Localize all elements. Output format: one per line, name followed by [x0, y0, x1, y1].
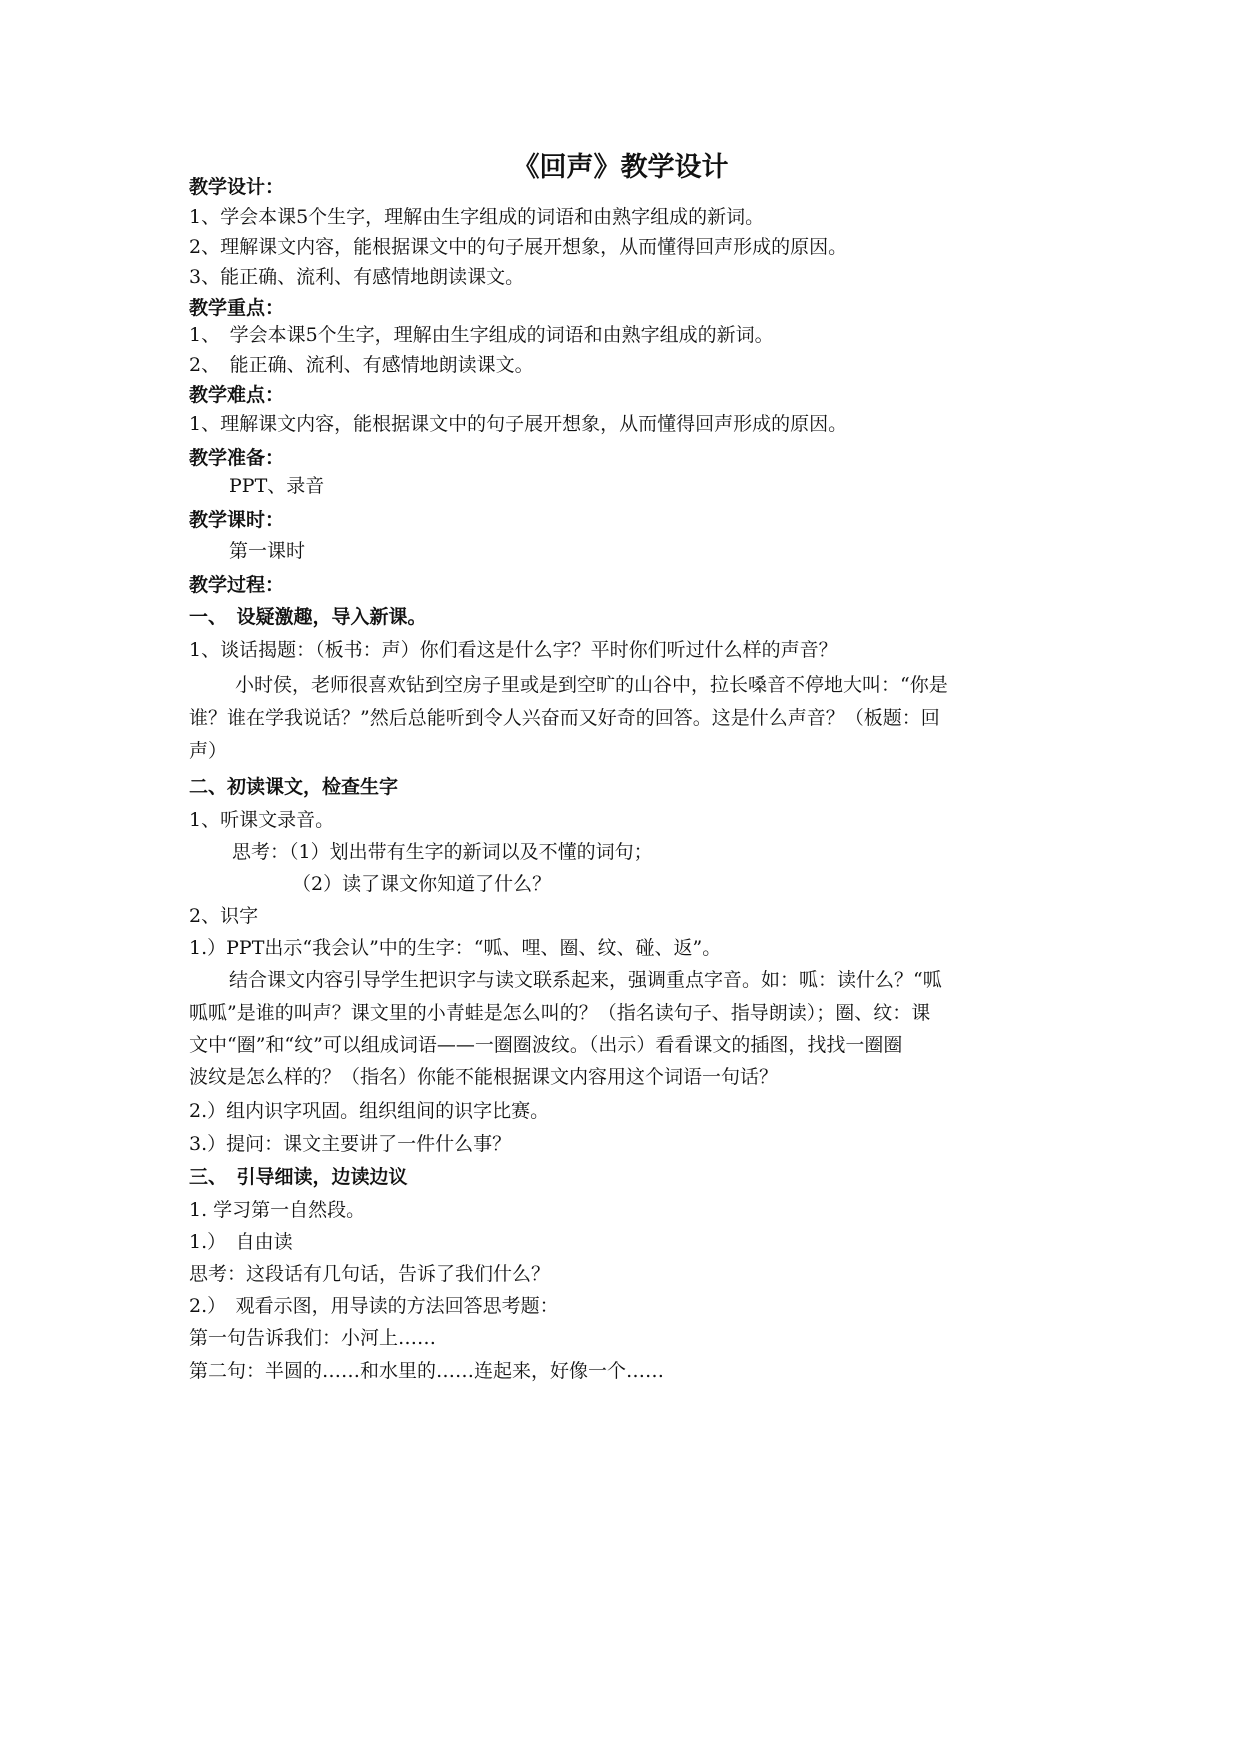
text-line: 1、听课文录音。 — [189, 809, 335, 831]
text-line: 1、谈话揭题：（板书：声）你们看这是什么字？平时你们听过什么样的声音？ — [189, 639, 838, 661]
text-line: 思考：这段话有几句话，告诉了我们什么？ — [189, 1263, 551, 1285]
text-line: 3、能正确、流利、有感情地朗读课文。 — [189, 266, 525, 288]
text-line: 1、 学会本课5个生字，理解由生字组成的词语和由熟字组成的新词。 — [189, 324, 774, 346]
section-heading: 教学设计： — [189, 176, 285, 198]
text-line: 1、理解课文内容，能根据课文中的句子展开想象，从而懂得回声形成的原因。 — [189, 413, 848, 435]
text-line: 结合课文内容引导学生把识字与读文联系起来，强调重点字音。如：呱：读什么？“呱 — [229, 969, 942, 991]
text-line: 第一课时 — [229, 540, 306, 562]
section-heading: 教学重点： — [189, 297, 285, 319]
section-heading: 教学准备： — [189, 447, 285, 469]
section-heading: 三、 引导细读，边读边议 — [189, 1166, 408, 1188]
text-line: 1.）PPT出示“我会认”中的生字：“呱、哩、圈、纹、碰、返”。 — [189, 937, 722, 959]
section-heading: 教学难点： — [189, 384, 285, 406]
text-line: （2）读了课文你知道了什么？ — [292, 873, 552, 895]
text-line: 谁？谁在学我说话？”然后总能听到令人兴奋而又好奇的回答。这是什么声音？（板题：回 — [189, 707, 940, 729]
text-line: 思考：（1）划出带有生字的新词以及不懂的词句； — [232, 841, 653, 863]
text-line: 第一句告诉我们：小河上…… — [189, 1327, 437, 1349]
text-line: 3.）提问：课文主要讲了一件什么事？ — [189, 1133, 512, 1155]
text-line: 文中“圈”和“纹”可以组成词语——一圈圈波纹。（出示）看看课文的插图，找找一圈圈 — [189, 1034, 903, 1056]
text-line: 波纹是怎么样的？（指名）你能不能根据课文内容用这个词语一句话？ — [189, 1066, 779, 1088]
text-line: 1.） 自由读 — [189, 1231, 293, 1253]
text-line: 2、识字 — [189, 905, 259, 927]
section-heading: 教学过程： — [189, 574, 285, 596]
text-line: PPT、录音 — [229, 475, 325, 497]
text-line: 2.）组内识字巩固。组织组间的识字比赛。 — [189, 1100, 550, 1122]
text-line: 声） — [189, 740, 228, 762]
section-heading: 二、初读课文，检查生字 — [189, 776, 399, 798]
document-title: 《回声》教学设计 — [512, 152, 729, 183]
text-line: 第二句：半圆的……和水里的……连起来，好像一个…… — [189, 1360, 665, 1382]
text-line: 小时侯，老师很喜欢钻到空房子里或是到空旷的山谷中，拉长嗓音不停地大叫：“你是 — [235, 674, 948, 696]
text-line: 2、理解课文内容，能根据课文中的句子展开想象，从而懂得回声形成的原因。 — [189, 236, 848, 258]
section-heading: 一、 设疑激趣，导入新课。 — [189, 606, 427, 628]
text-line: 1. 学习第一自然段。 — [189, 1199, 366, 1221]
text-line: 2、 能正确、流利、有感情地朗读课文。 — [189, 354, 534, 376]
text-line: 1、学会本课5个生字，理解由生字组成的词语和由熟字组成的新词。 — [189, 206, 765, 228]
text-line: 2.） 观看示图，用导读的方法回答思考题： — [189, 1295, 559, 1317]
section-heading: 教学课时： — [189, 509, 285, 531]
text-line: 呱呱”是谁的叫声？课文里的小青蛙是怎么叫的？（指名读句子、指导朗读）；圈、纹：课 — [189, 1002, 931, 1024]
